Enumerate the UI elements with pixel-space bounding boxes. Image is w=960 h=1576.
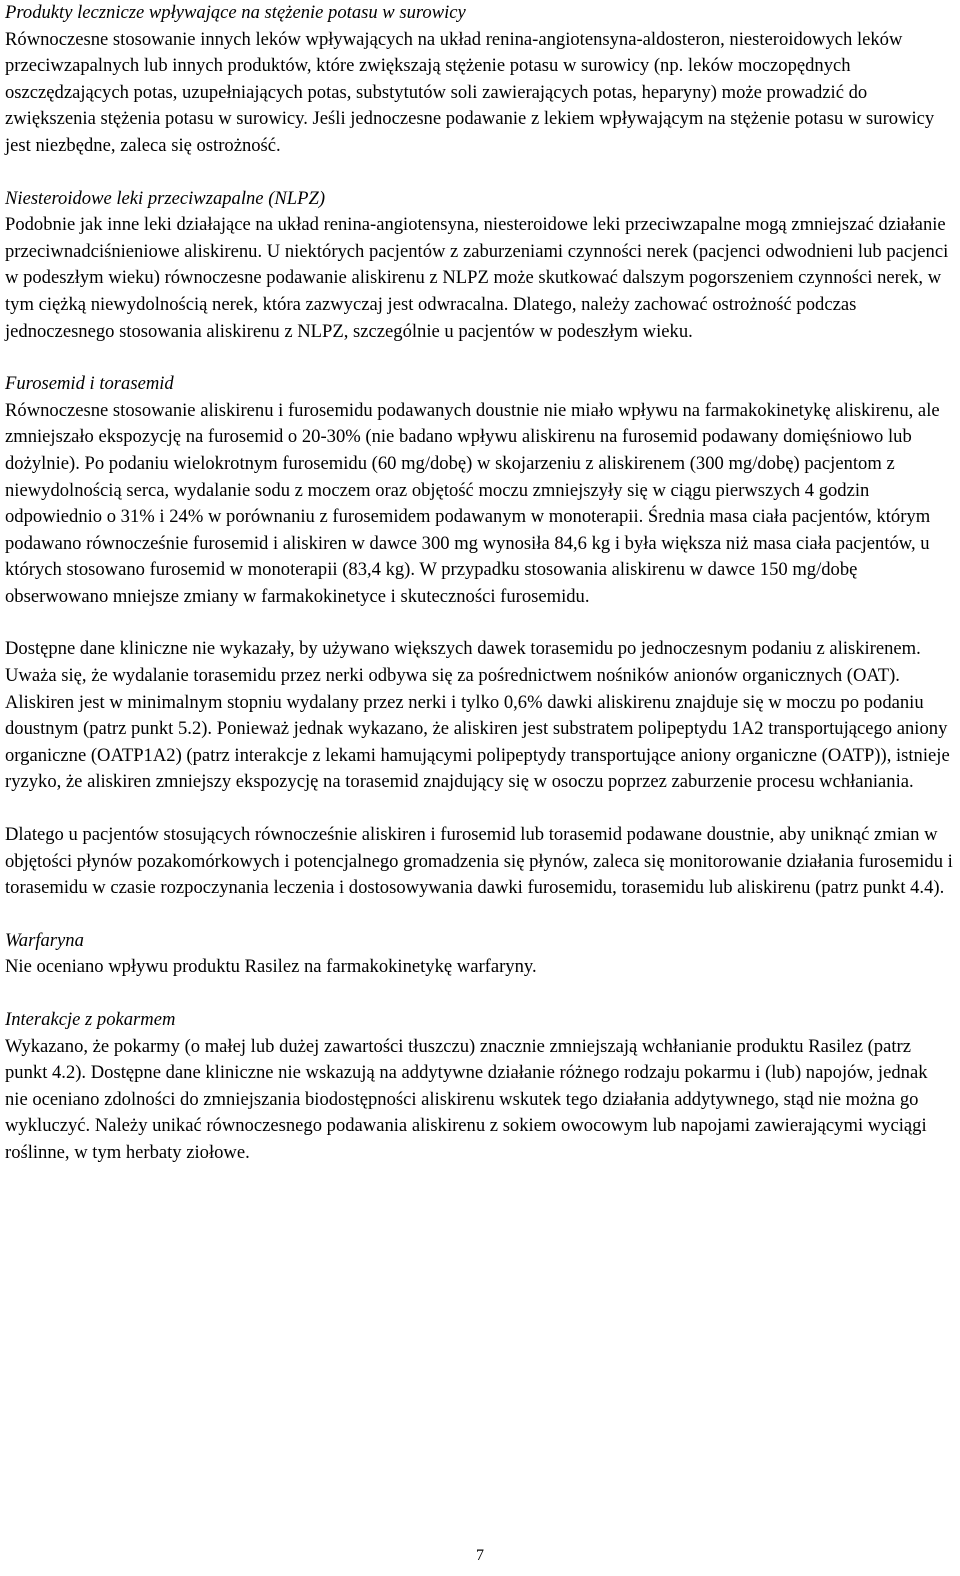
section-heading: Produkty lecznicze wpływające na stężenie potasu w surowicy	[5, 2, 466, 23]
document-body	[5, 0, 953, 1167]
section-heading: Furosemid i torasemid	[5, 373, 174, 395]
section-food-interactions	[5, 1007, 953, 1167]
paragraph: Podobnie jak inne leki działające na układ renina-angiotensyna, niesteroidowe leki przeciwzapalne mogą zmniejszać działanie przeciwnadciśnieniowe aliskirenu. U niektórych pacjentów z zaburzeniami czynności nerek (pacjenci odwodnieni lub pacjenci w podeszłym wieku) równoczesne podawanie aliskirenu z NLPZ może skutkować dalszym pogorszeniem czynności nerek, w tym ciężką niewydolnością nerek, która zazwyczaj jest odwracalna. Dlatego, należy zachować ostrożność podczas jednoczesnego stosowania aliskirenu z NLPZ, szczególnie u pacjentów w podeszłym wieku.	[5, 214, 949, 342]
section-heading: Warfaryna	[5, 929, 84, 951]
section-warfarin	[5, 928, 953, 981]
paragraph: Równoczesne stosowanie aliskirenu i furosemidu podawanych doustnie nie miało wpływu na farmakokinetykę aliskirenu, ale zmniejszało ekspozycję na furosemid o 20-30% (nie badano wpływu aliskirenu na furosemid podawany domięśniowo lub dożylnie). Po podaniu wielokrotnym furosemidu (60 mg/dobę) w skojarzeniu z aliskirenem (300 mg/dobę) pacjentom z niewydolnością serca, wydalanie sodu z moczem oraz objętość moczu zmniejszyły się w ciągu pierwszych 4 godzin odpowiednio o 31% i 24% w porównaniu z furosemidem podawanym w monoterapii. Średnia masa ciała pacjentów, którym podawano równocześnie furosemid i aliskiren w dawce 300 mg wynosiła 84,6 kg i była większa niż masa ciała pacjentów, u których stosowano furosemid w monoterapii (83,4 kg). W przypadku stosowania aliskirenu w dawce 150 mg/dobę obserwowano mniejsze zmiany w farmakokinetyce i skuteczności furosemidu.	[5, 399, 940, 607]
page-number: 7	[476, 1547, 484, 1564]
paragraph: Wykazano, że pokarmy (o małej lub dużej zawartości tłuszczu) znacznie zmniejszają wchłanianie produktu Rasilez (patrz punkt 4.2). Dostępne dane kliniczne nie wskazują na addytywne działanie różnego rodzaju pokarmu i (lub) napojów, jednak nie oceniano zdolności do zmniejszania biodostępności aliskirenu wskutek tego działania addytywnego, stąd nie można go wykluczyć. Należy unikać równoczesnego podawania aliskirenu z sokiem owocowym lub napojami zawierającymi wyciągi roślinne, w tym herbaty ziołowe.	[5, 1035, 928, 1163]
section-heading: Niesteroidowe leki przeciwzapalne (NLPZ)	[5, 187, 326, 209]
paragraph: Równoczesne stosowanie innych leków wpływających na układ renina-angiotensyna-aldosteron, niesteroidowych leków przeciwzapalnych lub innych produktów, które zwiększają stężenie potasu w surowicy (np. leków moczopędnych oszczędzających potas, uzupełniających potas, substytutów soli zawierających potas, heparyny) może prowadzić do zwiększenia stężenia potasu w surowicy. Jeśli jednoczesne podawanie z lekiem wpływającym na stężenie potasu w surowicy jest niezbędne, zaleca się ostrożność.	[5, 28, 935, 156]
paragraph: Nie oceniano wpływu produktu Rasilez na farmakokinetykę warfaryny.	[5, 956, 537, 978]
section-nsaids	[5, 186, 953, 346]
section-furosemide-torasemide	[5, 371, 953, 902]
section-potassium	[5, 0, 953, 160]
paragraph: Dostępne dane kliniczne nie wykazały, by używano większych dawek torasemidu po jednoczesnym podaniu z aliskirenem. Uważa się, że wydalanie torasemidu przez nerki odbywa się za pośrednictwem nośników anionów organicznych (OAT). Aliskiren jest w minimalnym stopniu wydalany przez nerki i tylko 0,6% dawki aliskirenu znajduje się w moczu po podaniu doustnym (patrz punkt 5.2). Ponieważ jednak wykazano, że aliskiren jest substratem polipeptydu 1A2 transportującego aniony organiczne (OATP1A2) (patrz interakcje z lekami hamującymi polipeptydy transportujące aniony organiczne (OATP)), istnieje ryzyko, że aliskiren zmniejszy ekspozycję na torasemid znajdujący się w osoczu poprzez zaburzenie procesu wchłaniania.	[5, 638, 950, 793]
section-heading: Interakcje z pokarmem	[5, 1009, 176, 1030]
paragraph: Dlatego u pacjentów stosujących równocześnie aliskiren i furosemid lub torasemid podawane doustnie, aby uniknąć zmian w objętości płynów pozakomórkowych i potencjalnego gromadzenia się płynów, zaleca się monitorowanie działania furosemidu i torasemidu w czasie rozpoczynania leczenia i dostosowywania dawki furosemidu, torasemidu lub aliskirenu (patrz punkt 4.4).	[5, 824, 953, 899]
